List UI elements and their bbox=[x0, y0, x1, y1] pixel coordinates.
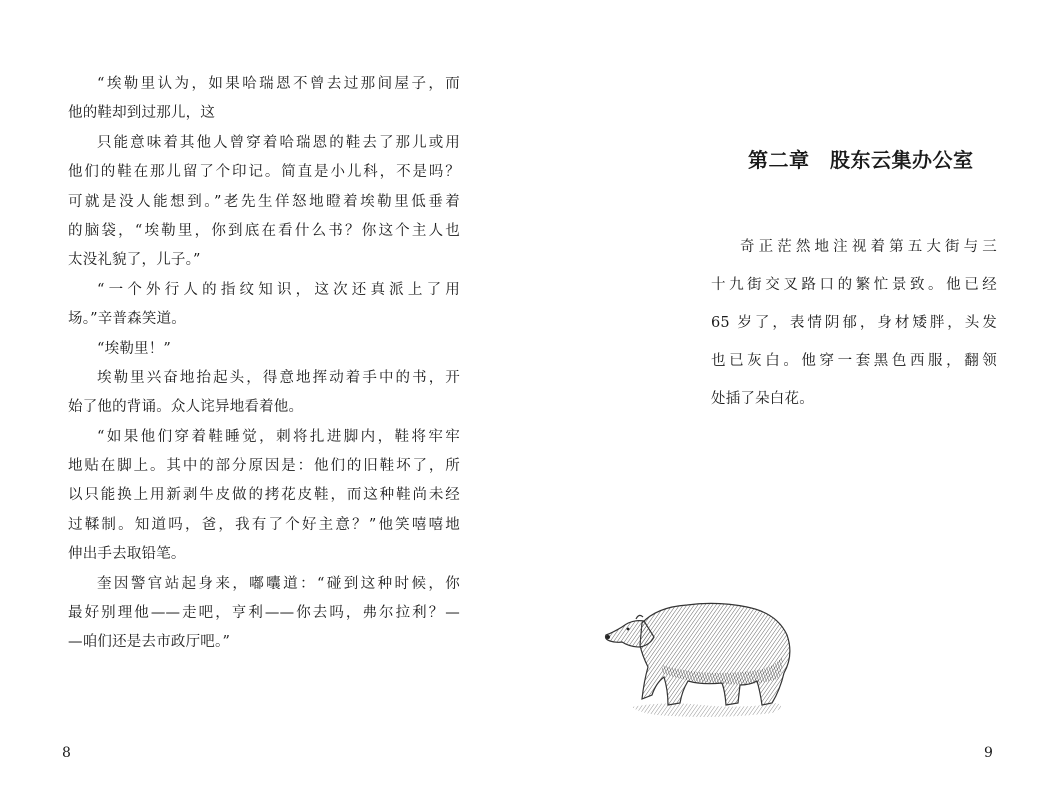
text-line: 过鞣制。知道吗，爸，我有了个好主意？”他笑嘻嘻地 bbox=[68, 516, 460, 533]
text-line: 埃勒里兴奋地抬起头，得意地挥动着手中的书，开 bbox=[97, 369, 460, 386]
text-line: 太没礼貌了，儿子。” bbox=[68, 252, 201, 269]
text-line: 他的鞋却到过那儿，这 bbox=[68, 105, 215, 122]
right-page-number: 9 bbox=[984, 745, 993, 761]
text-line: 的脑袋，“埃勒里，你到底在看什么书？你这个主人也 bbox=[68, 222, 460, 239]
text-line: 十九街交叉路口的繁忙景致。他已经 bbox=[711, 277, 997, 293]
chapter-title: 第二章 股东云集办公室 bbox=[748, 148, 974, 172]
text-line: 他们的鞋在那儿留了个印记。简直是小儿科，不是吗？ bbox=[68, 164, 460, 181]
polar-bear-illustration bbox=[602, 595, 802, 720]
text-line: 最好别理他——走吧，亨利——你去吗，弗尔拉利？— bbox=[68, 605, 460, 622]
text-line: “如果他们穿着鞋睡觉，刺将扎进脚内，鞋将牢牢 bbox=[97, 428, 460, 445]
left-page-number: 8 bbox=[62, 745, 71, 761]
text-line: “埃勒里！” bbox=[97, 340, 172, 357]
right-page bbox=[529, 0, 1058, 793]
text-line: 场。”辛普森笑道。 bbox=[68, 311, 186, 328]
text-line: “埃勒里认为，如果哈瑞恩不曾去过那间屋子，而 bbox=[97, 76, 460, 92]
text-line: 以只能换上用新剥牛皮做的拷花皮鞋，而这种鞋尚未经 bbox=[68, 487, 460, 504]
text-line: 可就是没人能想到。”老先生佯怒地瞪着埃勒里低垂着 bbox=[68, 193, 460, 210]
text-line: 始了他的背诵。众人诧异地看着他。 bbox=[68, 399, 304, 416]
text-line: “一个外行人的指纹知识，这次还真派上了用 bbox=[97, 281, 460, 298]
left-body-text bbox=[68, 70, 460, 658]
text-line: 只能意味着其他人曾穿着哈瑞恩的鞋去了那儿或用 bbox=[97, 134, 460, 151]
text-line: 伸出手去取铅笔。 bbox=[68, 546, 186, 563]
right-body-text bbox=[711, 228, 997, 418]
text-line: —咱们还是去市政厅吧。” bbox=[68, 634, 231, 651]
text-line: 也已灰白。他穿一套黑色西服，翻领 bbox=[711, 353, 997, 369]
text-line: 奎因警官站起身来，嘟囔道：“碰到这种时候，你 bbox=[97, 575, 460, 592]
text-line: 地贴在脚上。其中的部分原因是：他们的旧鞋坏了，所 bbox=[68, 458, 460, 475]
text-line: 奇正茫然地注视着第五大街与三 bbox=[740, 239, 997, 255]
text-line: 65 岁了，表情阴郁，身材矮胖，头发 bbox=[711, 315, 997, 331]
text-line: 处插了朵白花。 bbox=[711, 391, 814, 407]
